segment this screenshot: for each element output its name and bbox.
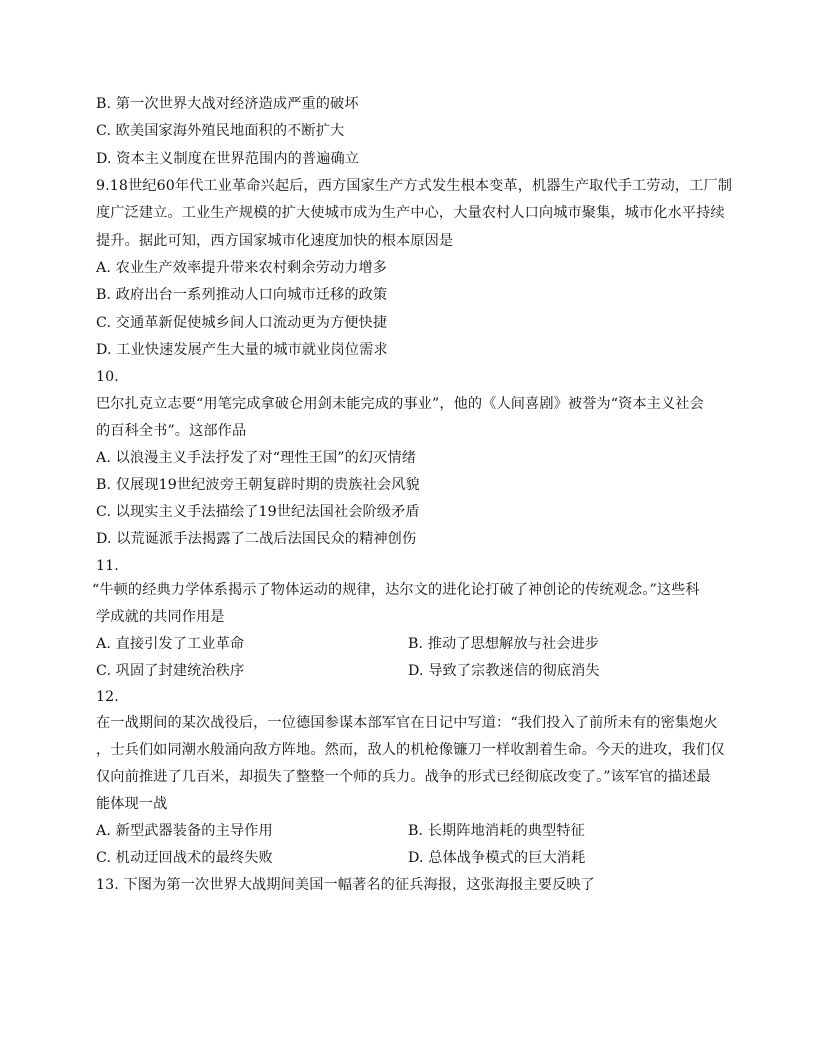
- q12-option-b: B. 长期阵地消耗的典型特征: [408, 823, 585, 839]
- q12-stem-line-3: 仅向前推进了几百米，却损失了整整一个师的兵力。战争的形式已经彻底改变了。”该军官的描述最: [96, 769, 711, 785]
- q8-option-d: D. 资本主义制度在世界范围内的普遍确立: [96, 151, 360, 167]
- q11-option-d: D. 导致了宗教迷信的彻底消失: [408, 663, 600, 679]
- q10-option-d: D. 以荒诞派手法揭露了二战后法国民众的精神创伤: [96, 531, 417, 547]
- q9-option-d: D. 工业快速发展产生大量的城市就业岗位需求: [96, 342, 388, 358]
- q10-option-c: C. 以现实主义手法描绘了19世纪法国社会阶级矛盾: [96, 504, 420, 520]
- q8-option-b: B. 第一次世界大战对经济造成严重的破坏: [96, 96, 359, 112]
- q10-option-a: A. 以浪漫主义手法抒发了对“理性王国”的幻灭情绪: [96, 450, 417, 466]
- q12-stem-line-2: ，士兵们如同潮水般涌向敌方阵地。然而，敌人的机枪像镰刀一样收割着生命。今天的进攻，我们仅: [96, 742, 725, 758]
- q11-number: 11.: [96, 558, 119, 574]
- q10-number: 10.: [96, 369, 119, 385]
- q10-stem-line-2: 的百科全书”。这部作品: [96, 423, 247, 439]
- q11-stem-line-1: “牛顿的经典力学体系揭示了物体运动的规律，达尔文的进化论打破了神创论的传统观念。”这些科: [92, 582, 700, 598]
- q9-stem-line-2: 度广泛建立。工业生产规模的扩大使城市成为生产中心，大量农村人口向城市聚集，城市化水平持续: [96, 205, 725, 221]
- q12-number: 12.: [96, 689, 119, 705]
- q8-option-c: C. 欧美国家海外殖民地面积的不断扩大: [96, 123, 345, 139]
- q10-stem-line-1: 巴尔扎克立志要“用笔完成拿破仑用剑未能完成的事业”，他的《人间喜剧》被誉为“资本主义社会: [96, 396, 704, 412]
- q9-stem-line-3: 提升。据此可知，西方国家城市化速度加快的根本原因是: [96, 233, 454, 249]
- q12-option-a: A. 新型武器装备的主导作用: [96, 823, 273, 839]
- q12-stem-line-1: 在一战期间的某次战役后，一位德国参谋本部军官在日记中写道：“我们投入了前所未有的密集炮火: [96, 715, 718, 731]
- q11-option-b: B. 推动了思想解放与社会进步: [408, 636, 600, 652]
- q11-stem-line-2: 学成就的共同作用是: [96, 609, 225, 625]
- q11-option-c: C. 巩固了封建统治秩序: [96, 663, 245, 679]
- q9-option-c: C. 交通革新促使城乡间人口流动更为方便快捷: [96, 315, 388, 331]
- q11-option-a: A. 直接引发了工业革命: [96, 636, 245, 652]
- q9-option-b: B. 政府出台一系列推动人口向城市迁移的政策: [96, 287, 388, 303]
- q12-option-d: D. 总体战争模式的巨大消耗: [408, 850, 586, 866]
- q13-stem-line-1: 13. 下图为第一次世界大战期间美国一幅著名的征兵海报，这张海报主要反映了: [96, 877, 595, 893]
- q9-option-a: A. 农业生产效率提升带来农村剩余劳动力增多: [96, 260, 388, 276]
- q12-stem-line-4: 能体现一战: [96, 796, 168, 812]
- q10-option-b: B. 仅展现19世纪波旁王朝复辟时期的贵族社会风貌: [96, 477, 420, 493]
- q9-stem-line-1: 9.18世纪60年代工业革命兴起后，西方国家生产方式发生根本变革，机器生产取代手工劳动，工厂制: [96, 178, 733, 194]
- q12-option-c: C. 机动迂回战术的最终失败: [96, 850, 273, 866]
